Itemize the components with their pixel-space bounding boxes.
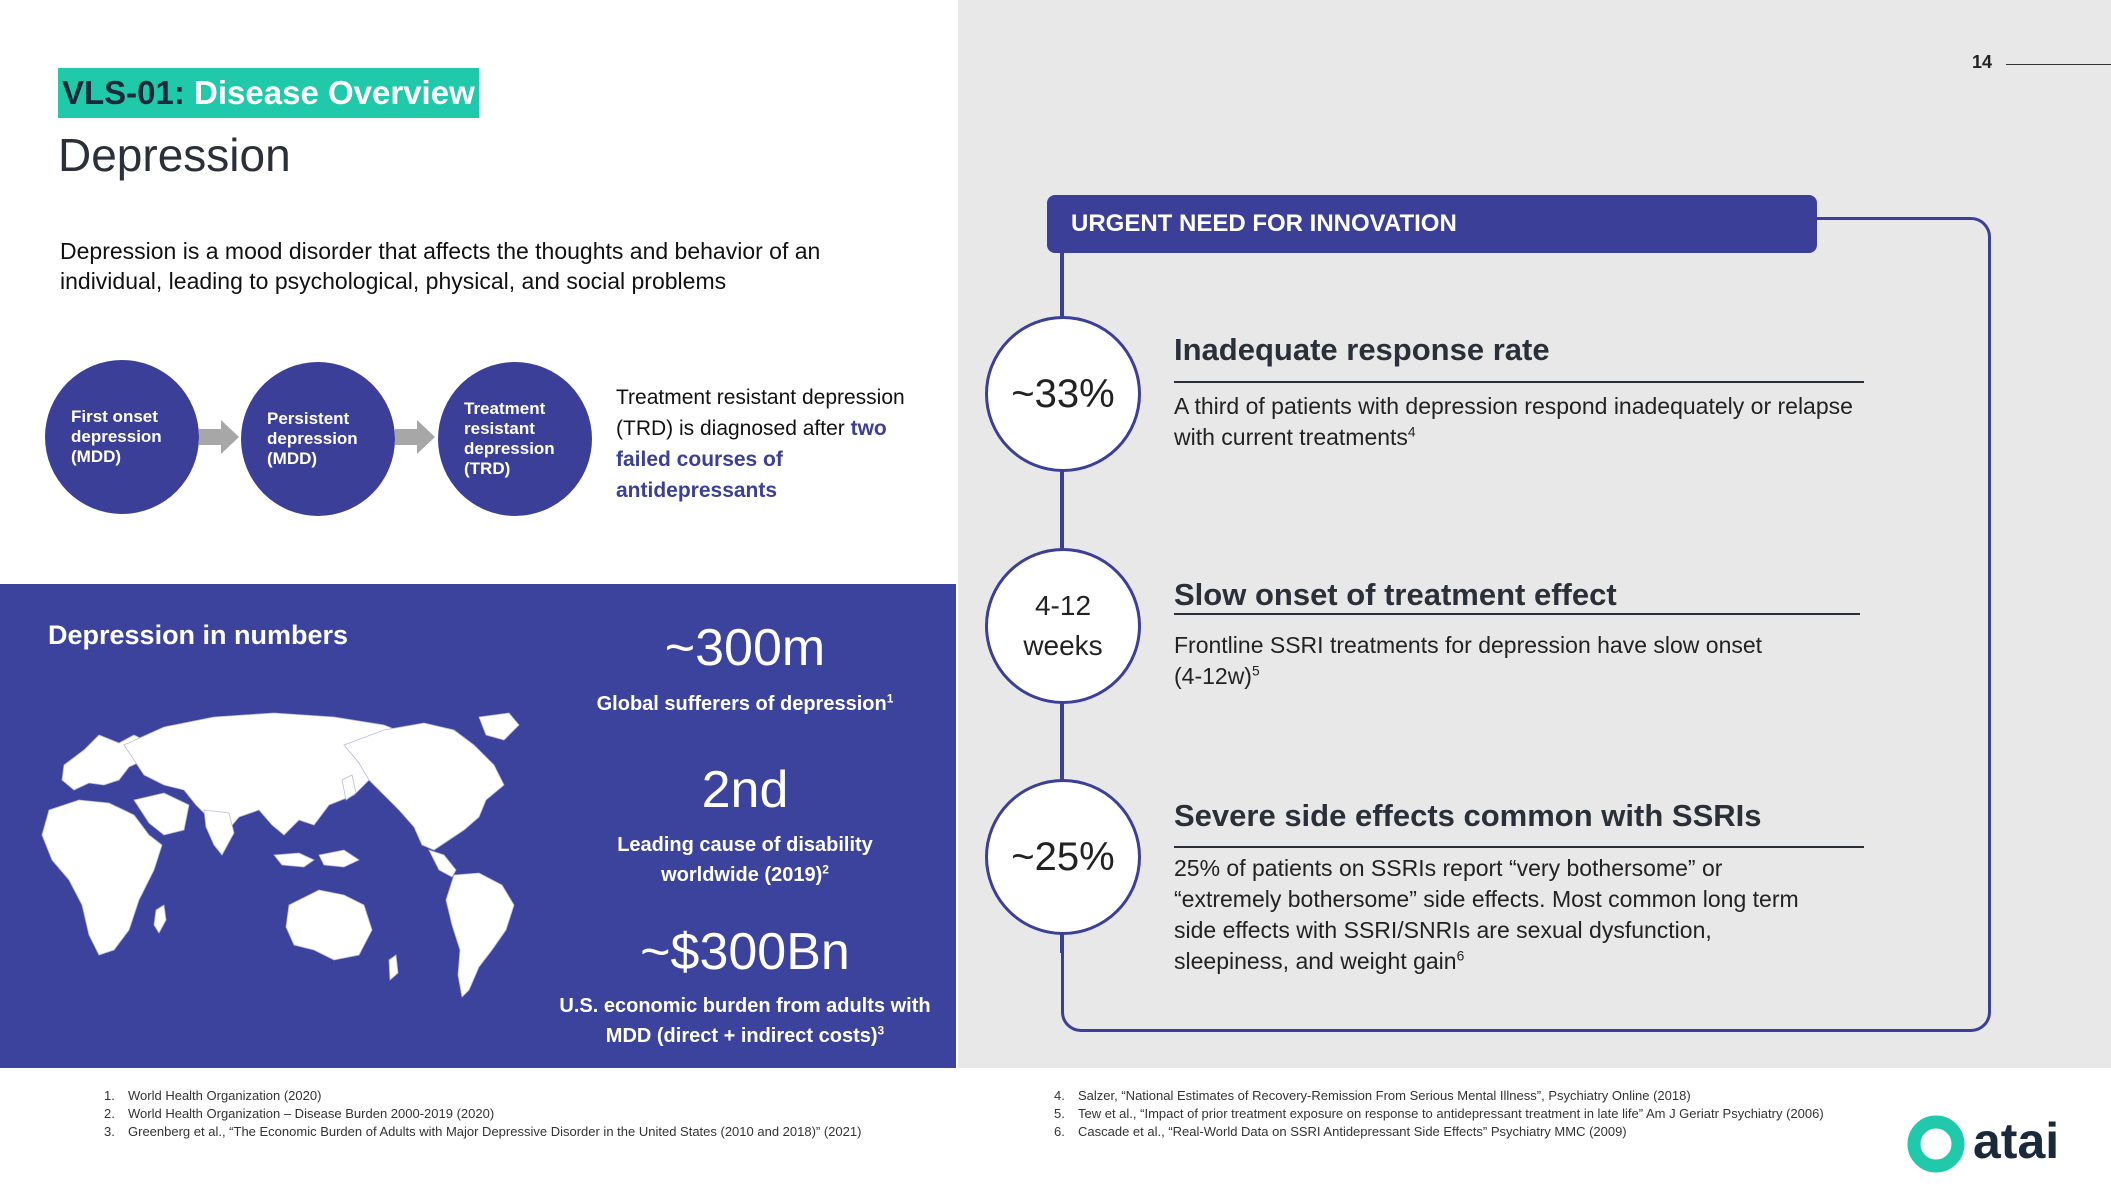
stat-circle-side-effects: ~25% (985, 779, 1141, 935)
section-tag-code: VLS-01: (62, 74, 185, 111)
arrow-right-icon (199, 420, 239, 454)
flow-step-label: Persistent depression (MDD) (267, 409, 358, 468)
reference-text: Greenberg et al., “The Economic Burden of Adults with Major Depressive Disorder in the United States (2010 and 2018)” (2021) (128, 1124, 862, 1139)
innovation-header: URGENT NEED FOR INNOVATION (1047, 195, 1817, 253)
item-text-body: A third of patients with depression respond inadequately or relapse with current treatments (1174, 393, 1853, 450)
stat-circle-response: ~33% (985, 316, 1141, 472)
world-map-icon (24, 705, 552, 1005)
stat-label (535, 991, 955, 1051)
item-text (1174, 391, 1854, 453)
atai-logo (1905, 1113, 2087, 1175)
reference-text: Cascade et al., “Real-World Data on SSRI Antidepressant Side Effects” Psychiatry MMC (2009) (1078, 1124, 1627, 1139)
reference-text: World Health Organization – Disease Burden 2000-2019 (2020) (128, 1106, 495, 1121)
stat-value: ~300m (664, 619, 826, 677)
flow-step-trd (438, 362, 592, 516)
stat-label (540, 689, 950, 719)
reference-number: 1. (104, 1088, 115, 1103)
stat-label-text: Global sufferers of depression (596, 693, 887, 715)
reference-item (1054, 1087, 1824, 1105)
item-text-body: Frontline SSRI treatments for depression have slow onset (4-12w) (1174, 632, 1763, 689)
page-number: 14 (1972, 52, 1993, 72)
trd-description (616, 382, 946, 506)
item-ref: 6 (1456, 948, 1465, 964)
reference-item (104, 1087, 861, 1105)
reference-text: World Health Organization (2020) (128, 1088, 322, 1103)
page-number-rule (2006, 64, 2111, 65)
reference-number: 4. (1054, 1088, 1065, 1103)
item-rule (1174, 846, 1864, 848)
stat-value: 2nd (701, 761, 789, 819)
item-text-body: 25% of patients on SSRIs report “very bothersome” or “extremely bothersome” side effects. Most common long term side effects with SSRI/SNRIs are sexual dysfunction, sleepiness, and weight gain (1174, 855, 1799, 974)
stat-ref: 1 (886, 691, 894, 706)
item-rule (1174, 381, 1864, 383)
section-tag (58, 68, 479, 118)
references-left (104, 1087, 861, 1141)
stat-circle-onset: 4-12 weeks (985, 548, 1141, 704)
item-rule (1174, 613, 1860, 615)
item-title: Severe side effects common with SSRIs (1174, 798, 1762, 833)
item-ref: 5 (1251, 663, 1260, 679)
trd-text-prefix: Treatment resistant depression (TRD) is diagnosed after (616, 386, 905, 440)
reference-text: Tew et al., “Impact of prior treatment exposure on response to antidepressant treatment in late life” Am J Geriatr Psychiatry (2006) (1078, 1106, 1824, 1121)
arrow-right-icon (395, 420, 435, 454)
reference-number: 6. (1054, 1124, 1065, 1139)
numbers-title: Depression in numbers (48, 620, 349, 650)
stat-label-text: Leading cause of disability worldwide (2019) (617, 834, 873, 886)
stat-value: ~$300Bn (640, 923, 850, 981)
flow-step-persistent (241, 362, 395, 516)
stat-label (600, 830, 890, 890)
stat-label-text: U.S. economic burden from adults with MDD (direct + indirect costs) (559, 995, 931, 1047)
stat-ref: 3 (877, 1023, 885, 1038)
stat-ref: 2 (822, 862, 829, 877)
intro-text: Depression is a mood disorder that affects the thoughts and behavior of an individual, leading to psychological, physical, and social problems (60, 238, 821, 294)
page-title: Depression (58, 129, 291, 181)
item-ref: 4 (1407, 424, 1416, 440)
item-text (1174, 630, 1774, 692)
reference-item (104, 1123, 861, 1141)
section-tag-label: Disease Overview (194, 74, 475, 111)
reference-number: 2. (104, 1106, 115, 1121)
flow-step-label: Treatment resistant depression (TRD) (464, 399, 555, 478)
trd-text-highlight: two failed courses of antidepressants (616, 417, 887, 502)
references-right (1054, 1087, 1824, 1141)
flow-step-label: First onset depression (MDD) (71, 407, 162, 466)
reference-item (104, 1105, 861, 1123)
reference-item (1054, 1123, 1824, 1141)
reference-text: Salzer, “National Estimates of Recovery-Remission From Serious Mental Illness”, Psychiatry Online (2018) (1078, 1088, 1691, 1103)
logo-text: atai (1973, 1113, 2060, 1169)
reference-number: 3. (104, 1124, 115, 1139)
reference-number: 5. (1054, 1106, 1065, 1121)
item-title: Inadequate response rate (1174, 332, 1550, 367)
reference-item (1054, 1105, 1824, 1123)
item-text (1174, 853, 1814, 977)
item-title: Slow onset of treatment effect (1174, 577, 1617, 612)
flow-step-first-onset (45, 360, 199, 514)
